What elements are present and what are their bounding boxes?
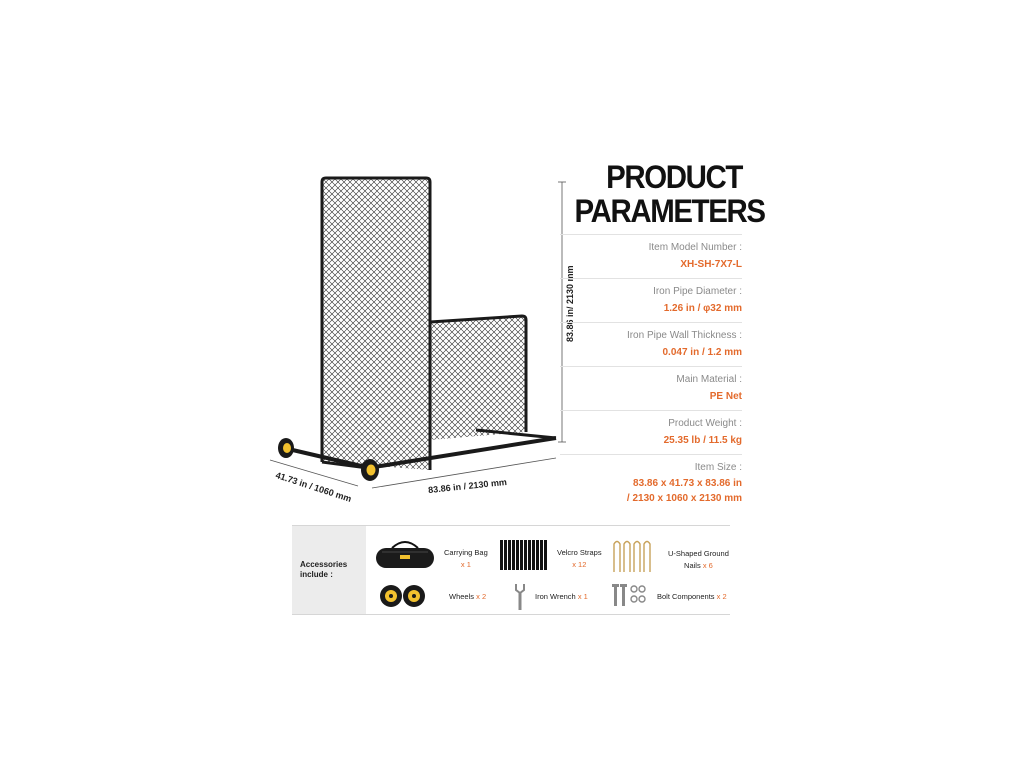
height-dimension-label: 83.86 in/ 2130 mm [565, 265, 575, 342]
param-label: Product Weight : [668, 418, 742, 429]
param-value-line-1: 83.86 x 41.73 x 83.86 in [633, 478, 742, 489]
param-value: 25.35 lb / 11.5 kg [663, 435, 742, 446]
accessories-heading-line-2: include : [300, 570, 333, 579]
wrench-icon [514, 584, 526, 615]
acc-name-line-1: U-Shaped Ground [668, 549, 729, 558]
param-label: Item Model Number : [648, 242, 742, 253]
acc-qty: x 1 [460, 560, 471, 569]
param-main-material [560, 366, 742, 410]
wheels-icon [380, 584, 426, 613]
acc-iron-wrench [535, 592, 588, 601]
acc-name-label: Wheels [449, 592, 475, 601]
acc-velcro-straps [557, 548, 602, 569]
param-model-number [560, 234, 742, 278]
param-value: 1.26 in / φ32 mm [663, 303, 742, 314]
acc-name-label: Carrying Bag [444, 548, 488, 557]
acc-name-line-2: Nails [684, 561, 701, 570]
param-value-line-2: / 2130 x 1060 x 2130 mm [626, 493, 742, 504]
param-pipe-diameter [560, 278, 742, 322]
title-line-1: PRODUCT [606, 159, 742, 195]
param-value: XH-SH-7X7-L [680, 259, 742, 270]
acc-ground-nails [668, 548, 729, 572]
acc-qty: x 2 [716, 592, 727, 601]
accessories-heading [292, 526, 366, 614]
param-value: 0.047 in / 1.2 mm [662, 347, 742, 358]
param-label: Item Size : [694, 462, 742, 473]
acc-qty: x 2 [476, 592, 487, 601]
straps-icon [500, 540, 548, 575]
acc-name-label: Bolt Components [657, 592, 715, 601]
param-label: Iron Pipe Wall Thickness : [626, 330, 742, 341]
accessories-heading-line-1: Accessories [300, 560, 348, 569]
accessories-box [292, 525, 730, 615]
param-wall-thickness [560, 322, 742, 366]
acc-wheels [449, 592, 486, 601]
acc-bolt-components [657, 592, 727, 601]
acc-qty: x 12 [572, 560, 587, 569]
acc-qty: x 6 [702, 561, 713, 570]
acc-carrying-bag [444, 548, 488, 569]
param-label: Main Material : [676, 374, 742, 385]
width-dimension-label: 83.86 in / 2130 mm [427, 476, 508, 496]
param-value: PE Net [709, 391, 742, 402]
depth-dimension-label: 41.73 in / 1060 mm [274, 470, 353, 504]
param-item-size [560, 454, 742, 510]
acc-name-label: Iron Wrench [535, 592, 576, 601]
bag-icon [374, 538, 436, 577]
left-wheel [278, 438, 294, 458]
title-line-2: PARAMETERS [574, 193, 765, 229]
product-illustration [260, 170, 580, 510]
parameters-panel [560, 159, 765, 510]
acc-name-label: Velcro Straps [557, 548, 602, 557]
nails-icon [612, 538, 658, 577]
param-product-weight [560, 410, 742, 454]
l-screen-net-image [260, 170, 580, 510]
right-wheel [361, 459, 379, 481]
acc-qty: x 1 [577, 592, 588, 601]
param-label: Iron Pipe Diameter : [653, 286, 742, 297]
bolt-icon [612, 584, 648, 615]
